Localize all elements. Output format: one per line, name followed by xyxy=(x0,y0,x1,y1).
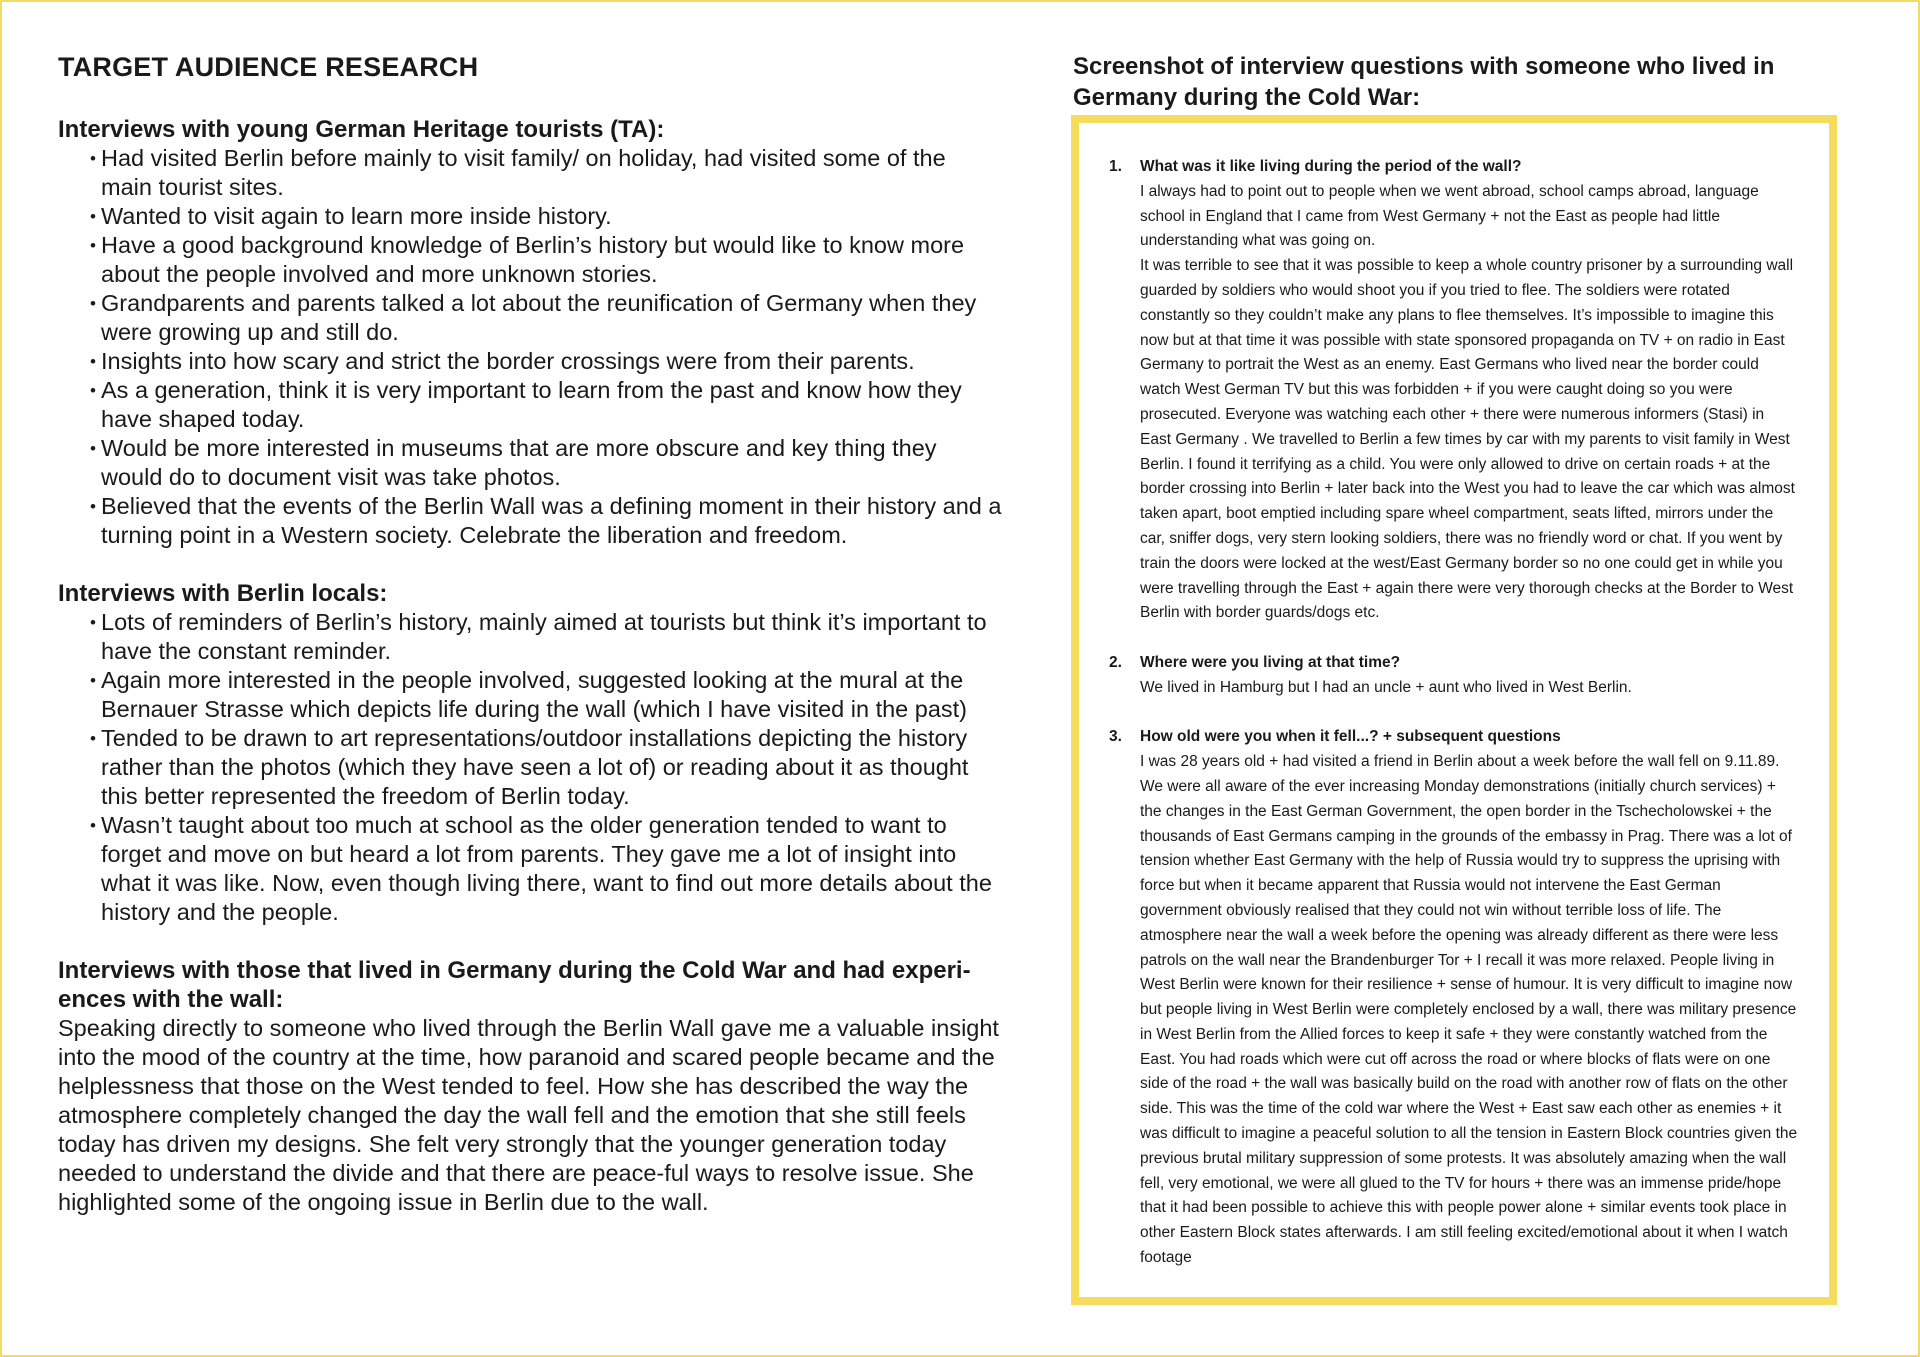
section-heading-cold-war: Interviews with those that lived in Germany during the Cold War and had experi-ences with the wall: xyxy=(58,957,971,1013)
list-item: • As a generation, think it is very important to learn from the past and know how they have shaped today. xyxy=(90,376,1003,434)
question-title: What was it like living during the period of the wall? xyxy=(1140,158,1522,175)
question-item xyxy=(1109,155,1799,626)
list-item: • Would be more interested in museums that are more obscure and key thing they would do to document visit was take photos. xyxy=(90,434,1003,492)
list-item: • Have a good background knowledge of Berlin’s history but would like to know more about the people involved and more unknown stories. xyxy=(90,231,1003,289)
section-spacer xyxy=(58,927,1003,956)
list-item: • Again more interested in the people involved, suggested looking at the mural at the Bernauer Strasse which depicts life during the wall (which I have visited in the past) xyxy=(90,666,1003,724)
screenshot-heading: Screenshot of interview questions with someone who lived in Germany during the Cold War: xyxy=(1073,53,1775,111)
question-number: 3. xyxy=(1109,728,1122,746)
list-item: • Lots of reminders of Berlin’s history, mainly aimed at tourists but think it’s important to have the constant reminder. xyxy=(90,608,1003,666)
question-item xyxy=(1109,651,1799,701)
interview-screenshot xyxy=(1071,115,1837,1305)
page-title: TARGET AUDIENCE RESEARCH xyxy=(58,52,479,82)
question-number: 1. xyxy=(1109,158,1122,175)
list-item: • Grandparents and parents talked a lot about the reunification of Germany when they were growing up and still do. xyxy=(90,289,1003,347)
answer-paragraph: It was terrible to see that it was possible to keep a whole country prisoner by a surrounding wall guarded by soldiers who would shoot you if you tried to flee. The soldiers were rotated constantly so they couldn’t make any plans to flee themselves. It’s impossible to imagine this now but at that time it was possible with state sponsored propaganda on TV + on radio in East Germany to portrait the West as an enemy. East Germans who lived near the border could watch West German TV but this was forbidden + if you were caught doing so you were prosecuted. Everyone was watching each other + there were numerous informers (Stasi) in East Germany . We travelled to Berlin a few times by car with my parents to visit family in West Berlin. I found it terrifying as a child. You were only allowed to drive on certain roads + at the border crossing into Berlin + later back into the West you had to leave the car which was almost taken apart, boot emptied including spare wheel compartment, seats lifted, mirrors under the car, sniffer dogs, very stern looking soldiers, there was no friendly word or chat. If you went by train the doors were locked at the west/East Germany border so no one could get in while you were travelling through the East + again there were very thorough checks at the Border to West Berlin with border guards/dogs etc. xyxy=(1140,257,1795,622)
tourist-findings-list xyxy=(58,144,1003,550)
research-column xyxy=(58,52,1003,1217)
answer-paragraph: We lived in Hamburg but I had an uncle + aunt who lived in West Berlin. xyxy=(1140,678,1632,696)
list-item: • Wasn’t taught about too much at school as the older generation tended to want to forget and move on but heard a lot from parents. They gave me a lot of insight into what it was like. Now, even though living there, want to find out more details about the history and the people. xyxy=(90,811,1003,927)
interview-questions xyxy=(1109,155,1799,1271)
cold-war-summary: Speaking directly to someone who lived through the Berlin Wall gave me a valuable insight into the mood of the country at the time, how paranoid and scared people became and the helplessness that those on the West tended to feel. How she has described the way the atmosphere completely changed the day the wall fell and the emotion that she still feels today has driven my designs. She felt very strongly that the younger generation today needed to understand the divide and that there are peace-ful ways to resolve issue. She highlighted some of the ongoing issue in Berlin due to the wall. xyxy=(58,1015,999,1215)
list-item: • Wanted to visit again to learn more inside history. xyxy=(90,202,1003,231)
list-item: • Tended to be drawn to art representations/outdoor installations depicting the history rather than the photos (which they have seen a lot of) or reading about it as thought this better represented the freedom of Berlin today. xyxy=(90,724,1003,811)
list-item: • Believed that the events of the Berlin Wall was a defining moment in their history and a turning point in a Western society. Celebrate the liberation and freedom. xyxy=(90,492,1003,550)
answer-paragraph: I was 28 years old + had visited a friend in Berlin about a week before the wall fell on 9.11.89. We were all aware of the ever increasing Monday demonstrations (initially church services) + the changes in the East German Government, the open border in the Tschecholowskei + the thousands of East Germans camping in the grounds of the embassy in Prag. There was a lot of tension whether East Germany with the help of Russia would try to suppress the uprising with force but when it became apparent that Russia would not intervene the East German government obviously realised that they could not win without terrible loss of life. The atmosphere near the wall a week before the opening was already different as there were less patrols on the wall near the Brandenburger Tor + I recall it was more relaxed. People living in West Berlin were known for their resilience + sense of humour. It is very difficult to imagine now but people living in West Berlin were completely enclosed by a wall, there was military presence in West Berlin from the Allied forces to keep it safe + they were constantly watched from the East. You had roads which were cut off across the road or where blocks of flats were on one side of the road + the wall was basically build on the road with another row of flats on the other side. This was the time of the cold war where the West + East saw each other as enemies + it was difficult to imagine a peaceful solution to all the tension in Eastern Block countries given the previous brutal military suppression of some protests. It was absolutely amazing when the wall fell, very emotional, we were all glued to the TV for hours + there was an immense pride/hope that it had been possible to achieve this with people power alone + similar events took place in other Eastern Block states afterwards. I am still feeling excited/emotional about it when I watch footage xyxy=(1140,753,1798,1267)
question-title: How old were you when it fell...? + subsequent questions xyxy=(1140,728,1561,746)
answer-paragraph: I always had to point out to people when we went abroad, school camps abroad, language school in England that I came from West Germany + not the East as people had little understanding what was going on. xyxy=(1140,182,1759,250)
question-spacer xyxy=(1109,626,1799,651)
question-spacer xyxy=(1109,701,1799,726)
locals-findings-list xyxy=(58,608,1003,927)
section-heading-locals: Interviews with Berlin locals: xyxy=(58,580,388,607)
question-number: 2. xyxy=(1109,653,1122,671)
section-heading-tourists: Interviews with young German Heritage tourists (TA): xyxy=(58,116,665,143)
question-item xyxy=(1109,725,1799,1271)
question-title: Where were you living at that time? xyxy=(1140,653,1401,671)
section-spacer xyxy=(58,550,1003,579)
list-item: • Insights into how scary and strict the border crossings were from their parents. xyxy=(90,347,1003,376)
list-item: • Had visited Berlin before mainly to visit family/ on holiday, had visited some of the main tourist sites. xyxy=(90,144,1003,202)
